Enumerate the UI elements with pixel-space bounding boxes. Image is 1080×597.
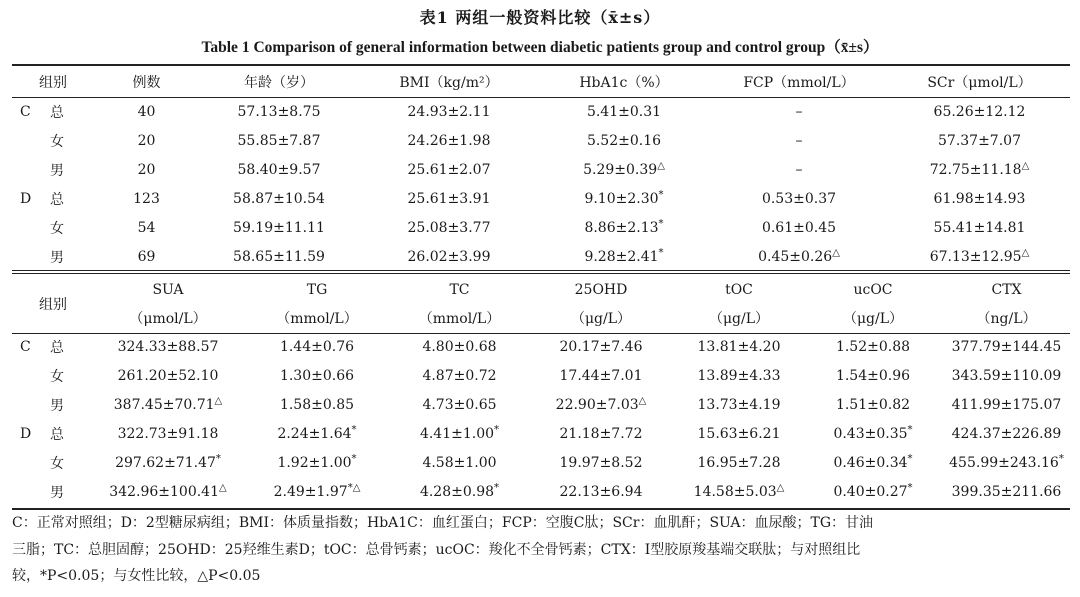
- data-cell: [889, 97, 1070, 126]
- col-header: HbA1c（%）: [579, 75, 669, 91]
- data-cell: [94, 155, 199, 184]
- data-cell: [527, 448, 675, 477]
- significance-mark: *: [494, 481, 500, 493]
- data-cell: [392, 390, 527, 419]
- sex-cell: 男: [50, 249, 64, 266]
- data-cell: [199, 126, 359, 155]
- cell-value: –: [795, 132, 803, 149]
- data-cell: [94, 184, 199, 213]
- cell-value: 55.85±7.87: [237, 132, 321, 149]
- data-cell: [527, 390, 675, 419]
- data-cell: [94, 448, 242, 477]
- data-cell: [359, 213, 539, 242]
- cell-value: 57.13±8.75: [237, 103, 321, 120]
- data-cell: [889, 213, 1070, 242]
- data-cell: [359, 242, 539, 271]
- data-cell: [803, 390, 943, 419]
- significance-mark: *△: [347, 481, 361, 493]
- cell-value: 1.30±0.66: [279, 367, 355, 384]
- data-cell: [94, 126, 199, 155]
- cell-value: 25.61±2.07: [407, 161, 491, 178]
- header-rule-1: [12, 97, 1070, 98]
- cell-value: 58.65±11.59: [233, 248, 325, 265]
- table-row: [12, 361, 1070, 390]
- cell-value: –: [795, 103, 803, 120]
- sex-cell: 女: [50, 368, 64, 385]
- cell-value: 13.73±4.19: [697, 396, 781, 413]
- cell-value: 4.58±1.00: [422, 454, 497, 471]
- table-row: [12, 477, 1070, 506]
- data-cell: [709, 213, 889, 242]
- cell-value: 0.40±0.27: [833, 483, 908, 500]
- data-cell: [675, 477, 803, 506]
- cell-value: 1.52±0.88: [835, 338, 911, 355]
- data-cell: [242, 332, 392, 361]
- group-cell: D: [20, 425, 32, 442]
- data-cell: [242, 477, 392, 506]
- data-cell: [392, 332, 527, 361]
- significance-mark: *: [351, 423, 357, 435]
- footnote-line: C：正常对照组；D：2型糖尿病组；BMI：体质量指数；HbA1C：血红蛋白；FCP：空腹C肽；SCr：血肌酐；SUA：血尿酸；TG：甘油: [12, 515, 874, 531]
- data-cell: [709, 155, 889, 184]
- group-cell: [12, 213, 50, 242]
- data-cell: [94, 97, 199, 126]
- cell-value: 14.58±5.03: [693, 483, 777, 500]
- significance-mark: △: [1021, 246, 1030, 258]
- table2-header-row: [12, 276, 1070, 304]
- data-cell: [889, 155, 1070, 184]
- cell-value: 1.44±0.76: [279, 338, 355, 355]
- cell-value: 411.99±175.07: [951, 396, 1062, 413]
- significance-mark: *: [351, 452, 357, 464]
- cell-value: 69: [137, 248, 156, 265]
- significance-mark: *: [658, 188, 664, 200]
- cell-value: 61.98±14.93: [933, 190, 1026, 207]
- cell-value: 25.61±3.91: [407, 190, 491, 207]
- significance-mark: △: [219, 481, 227, 493]
- cell-value: 20.17±7.46: [559, 338, 643, 355]
- data-cell: [889, 184, 1070, 213]
- cell-value: 1.58±0.85: [279, 396, 355, 413]
- data-cell: [242, 390, 392, 419]
- data-cell: [675, 361, 803, 390]
- cell-value: 24.26±1.98: [407, 132, 491, 149]
- double-rule-a: [12, 270, 1070, 271]
- cell-value: 424.37±226.89: [951, 425, 1062, 442]
- cell-value: 0.45±0.26: [758, 248, 833, 265]
- cell-value: 57.37±7.07: [938, 132, 1021, 149]
- col-header: BMI（kg/m²）: [399, 75, 499, 91]
- data-cell: [889, 242, 1070, 271]
- cell-value: 5.29±0.39: [583, 161, 658, 178]
- group-header: 组别: [39, 75, 67, 91]
- cell-value: 343.59±110.09: [951, 367, 1062, 384]
- data-cell: [199, 97, 359, 126]
- col-header: 年龄（岁）: [244, 75, 314, 91]
- footnote-line: 三脂；TC：总胆固醇；25OHD：25羟维生素D；tOC：总骨钙素；ucOC：羧化不全骨钙素；CTX：Ⅰ型胶原羧基端交联肽；与对照组比: [12, 541, 861, 558]
- cell-value: 4.41±1.00: [419, 425, 495, 442]
- data-cell: [242, 448, 392, 477]
- cell-value: 4.87±0.72: [422, 367, 497, 384]
- sex-cell: 总: [50, 339, 64, 356]
- data-cell: [943, 419, 1070, 448]
- col-header: 25OHD: [574, 282, 628, 298]
- data-cell: [675, 448, 803, 477]
- cell-value: 4.80±0.68: [422, 338, 497, 355]
- data-cell: [889, 126, 1070, 155]
- table-title-cn: 表1 两组一般资料比较（x̄±s）: [419, 8, 661, 27]
- col-unit: （mmol/L）: [276, 311, 358, 327]
- sex-cell: 女: [50, 220, 64, 237]
- table-row: [12, 242, 1070, 271]
- cell-value: 15.63±6.21: [697, 425, 781, 442]
- data-cell: [539, 213, 709, 242]
- data-cell: [943, 332, 1070, 361]
- cell-value: 26.02±3.99: [407, 248, 491, 265]
- cell-value: 2.49±1.97: [273, 483, 348, 500]
- col-unit: （ng/L）: [976, 311, 1037, 327]
- cell-value: 16.95±7.28: [697, 454, 781, 471]
- data-cell: [199, 184, 359, 213]
- significance-mark: △: [1021, 159, 1030, 171]
- cell-value: 387.45±70.71: [113, 396, 215, 413]
- cell-value: 21.18±7.72: [559, 425, 643, 442]
- cell-value: 261.20±52.10: [117, 367, 219, 384]
- table-row: [12, 126, 1070, 155]
- data-cell: [709, 126, 889, 155]
- cell-value: 377.79±144.45: [951, 338, 1062, 355]
- table-row: [12, 213, 1070, 242]
- cell-value: 20: [137, 132, 156, 149]
- cell-value: 1.51±0.82: [835, 396, 911, 413]
- significance-mark: *: [658, 246, 664, 258]
- cell-value: 20: [137, 161, 156, 178]
- cell-value: 13.89±4.33: [697, 367, 781, 384]
- data-cell: [392, 477, 527, 506]
- significance-mark: *: [658, 217, 664, 229]
- col-unit: （μg/L）: [570, 311, 632, 327]
- data-cell: [803, 332, 943, 361]
- col-header: 例数: [132, 75, 161, 91]
- cell-value: 4.28±0.98: [419, 483, 495, 500]
- data-cell: [675, 419, 803, 448]
- cell-value: 24.93±2.11: [407, 103, 491, 120]
- group-cell: [12, 361, 50, 390]
- data-cell: [527, 332, 675, 361]
- group-cell: [12, 126, 50, 155]
- data-cell: [199, 242, 359, 271]
- data-cell: [527, 361, 675, 390]
- data-cell: [392, 448, 527, 477]
- data-cell: [527, 477, 675, 506]
- top-rule: [12, 64, 1070, 66]
- cell-value: 0.61±0.45: [761, 219, 837, 236]
- data-cell: [359, 155, 539, 184]
- data-cell: [539, 184, 709, 213]
- significance-mark: *: [494, 423, 500, 435]
- sex-cell: 总: [50, 104, 64, 121]
- data-cell: [709, 184, 889, 213]
- group-cell: [12, 390, 50, 419]
- sex-cell: 女: [50, 133, 64, 150]
- cell-value: 297.62±71.47: [115, 454, 216, 471]
- data-cell: [94, 213, 199, 242]
- cell-value: 13.81±4.20: [697, 338, 781, 355]
- significance-mark: △: [214, 394, 223, 406]
- data-cell: [527, 419, 675, 448]
- cell-value: 324.33±88.57: [117, 338, 219, 355]
- group-cell: [12, 448, 50, 477]
- col-unit: （μg/L）: [842, 311, 904, 327]
- data-cell: [94, 419, 242, 448]
- cell-value: 123: [133, 190, 160, 207]
- data-cell: [94, 477, 242, 506]
- significance-mark: △: [832, 246, 840, 258]
- group-cell: [12, 477, 50, 506]
- data-cell: [803, 477, 943, 506]
- cell-value: 58.40±9.57: [237, 161, 321, 178]
- cell-value: 322.73±91.18: [117, 425, 219, 442]
- significance-mark: △: [776, 481, 785, 493]
- group-cell: D: [20, 190, 32, 207]
- sex-cell: 男: [50, 162, 64, 179]
- table-part-2: [12, 276, 1070, 506]
- cell-value: 22.90±7.03: [555, 396, 639, 413]
- col-unit: （μg/L）: [708, 311, 770, 327]
- table-row: [12, 448, 1070, 477]
- data-cell: [94, 361, 242, 390]
- cell-value: 17.44±7.01: [559, 367, 643, 384]
- cell-value: 8.86±2.13: [584, 219, 659, 236]
- data-cell: [803, 361, 943, 390]
- header-rule-2: [12, 333, 1070, 334]
- cell-value: 19.97±8.52: [559, 454, 643, 471]
- cell-value: 58.87±10.54: [233, 190, 325, 207]
- cell-value: 455.99±243.16: [949, 454, 1059, 471]
- sex-cell: 男: [50, 397, 64, 414]
- sex-cell: 女: [50, 455, 64, 472]
- cell-value: 22.13±6.94: [559, 483, 643, 500]
- table-row: [12, 97, 1070, 126]
- col-header: ucOC: [853, 282, 893, 298]
- data-cell: [709, 97, 889, 126]
- data-cell: [359, 184, 539, 213]
- col-header: SUA: [152, 282, 184, 298]
- col-unit: （μmol/L）: [129, 311, 207, 327]
- data-cell: [675, 390, 803, 419]
- group-cell: C: [20, 103, 31, 120]
- col-header: FCP（mmol/L）: [743, 75, 855, 91]
- group-header: 组别: [39, 297, 67, 313]
- significance-mark: *: [907, 452, 913, 464]
- cell-value: 9.28±2.41: [584, 248, 659, 265]
- data-cell: [242, 361, 392, 390]
- group-cell: [12, 155, 50, 184]
- cell-value: 40: [137, 103, 156, 120]
- table-footnotes: [12, 510, 1070, 590]
- col-header: SCr（μmol/L）: [927, 75, 1032, 91]
- cell-value: 65.26±12.12: [933, 103, 1026, 120]
- cell-value: 55.41±14.81: [933, 219, 1026, 236]
- cell-value: 54: [137, 219, 156, 236]
- table-row: [12, 390, 1070, 419]
- data-cell: [392, 361, 527, 390]
- group-cell: C: [20, 338, 31, 355]
- footnote-line: 较，*P<0.05；与女性比较，△P<0.05: [12, 568, 261, 584]
- data-cell: [943, 448, 1070, 477]
- data-cell: [94, 242, 199, 271]
- col-header: TC: [449, 282, 470, 298]
- significance-mark: *: [215, 452, 221, 464]
- cell-value: 67.13±12.95: [929, 248, 1022, 265]
- cell-value: 1.92±1.00: [277, 454, 352, 471]
- table-row: [12, 332, 1070, 361]
- cell-value: 342.96±100.41: [109, 483, 219, 500]
- cell-value: 0.43±0.35: [833, 425, 908, 442]
- cell-value: 4.73±0.65: [422, 396, 497, 413]
- significance-mark: *: [1058, 452, 1064, 464]
- data-cell: [94, 390, 242, 419]
- cell-value: 5.52±0.16: [586, 132, 662, 149]
- data-cell: [242, 419, 392, 448]
- sex-cell: 总: [50, 191, 64, 208]
- data-cell: [539, 155, 709, 184]
- data-cell: [803, 419, 943, 448]
- data-cell: [94, 332, 242, 361]
- data-cell: [803, 448, 943, 477]
- significance-mark: *: [907, 423, 913, 435]
- cell-value: 1.54±0.96: [835, 367, 911, 384]
- data-cell: [359, 97, 539, 126]
- cell-value: 72.75±11.18: [929, 161, 1022, 178]
- col-header: tOC: [725, 282, 753, 298]
- col-header: CTX: [991, 282, 1022, 298]
- table-row: [12, 155, 1070, 184]
- cell-value: 5.41±0.31: [586, 103, 662, 120]
- data-cell: [199, 213, 359, 242]
- data-cell: [943, 477, 1070, 506]
- cell-value: 2.24±1.64: [277, 425, 352, 442]
- table-row: [12, 184, 1070, 213]
- cell-value: 59.19±11.11: [233, 219, 325, 236]
- data-cell: [199, 155, 359, 184]
- cell-value: 399.35±211.66: [951, 483, 1062, 500]
- table-title-en: Table 1 Comparison of general information between diabetic patients group and control group（x̄±s）: [201, 39, 879, 56]
- col-unit: （mmol/L）: [418, 311, 501, 327]
- table-row: [12, 419, 1070, 448]
- sex-cell: 总: [50, 426, 64, 443]
- data-cell: [943, 390, 1070, 419]
- cell-value: –: [795, 161, 803, 178]
- data-cell: [943, 361, 1070, 390]
- cell-value: 0.53±0.37: [761, 190, 837, 207]
- data-cell: [709, 242, 889, 271]
- data-cell: [359, 126, 539, 155]
- cell-value: 25.08±3.77: [407, 219, 491, 236]
- cell-value: 0.46±0.34: [833, 454, 908, 471]
- col-header: TG: [306, 282, 328, 298]
- double-rule-b: [12, 273, 1070, 274]
- data-cell: [539, 97, 709, 126]
- group-cell: [12, 242, 50, 271]
- significance-mark: △: [657, 159, 665, 171]
- data-cell: [539, 126, 709, 155]
- data-cell: [675, 332, 803, 361]
- table1-header-row: [12, 67, 1070, 97]
- table2-units-row: [12, 304, 1070, 332]
- significance-mark: *: [907, 481, 913, 493]
- cell-value: 9.10±2.30: [584, 190, 659, 207]
- sex-cell: 男: [50, 484, 64, 501]
- data-cell: [539, 242, 709, 271]
- significance-mark: △: [638, 394, 647, 406]
- data-cell: [392, 419, 527, 448]
